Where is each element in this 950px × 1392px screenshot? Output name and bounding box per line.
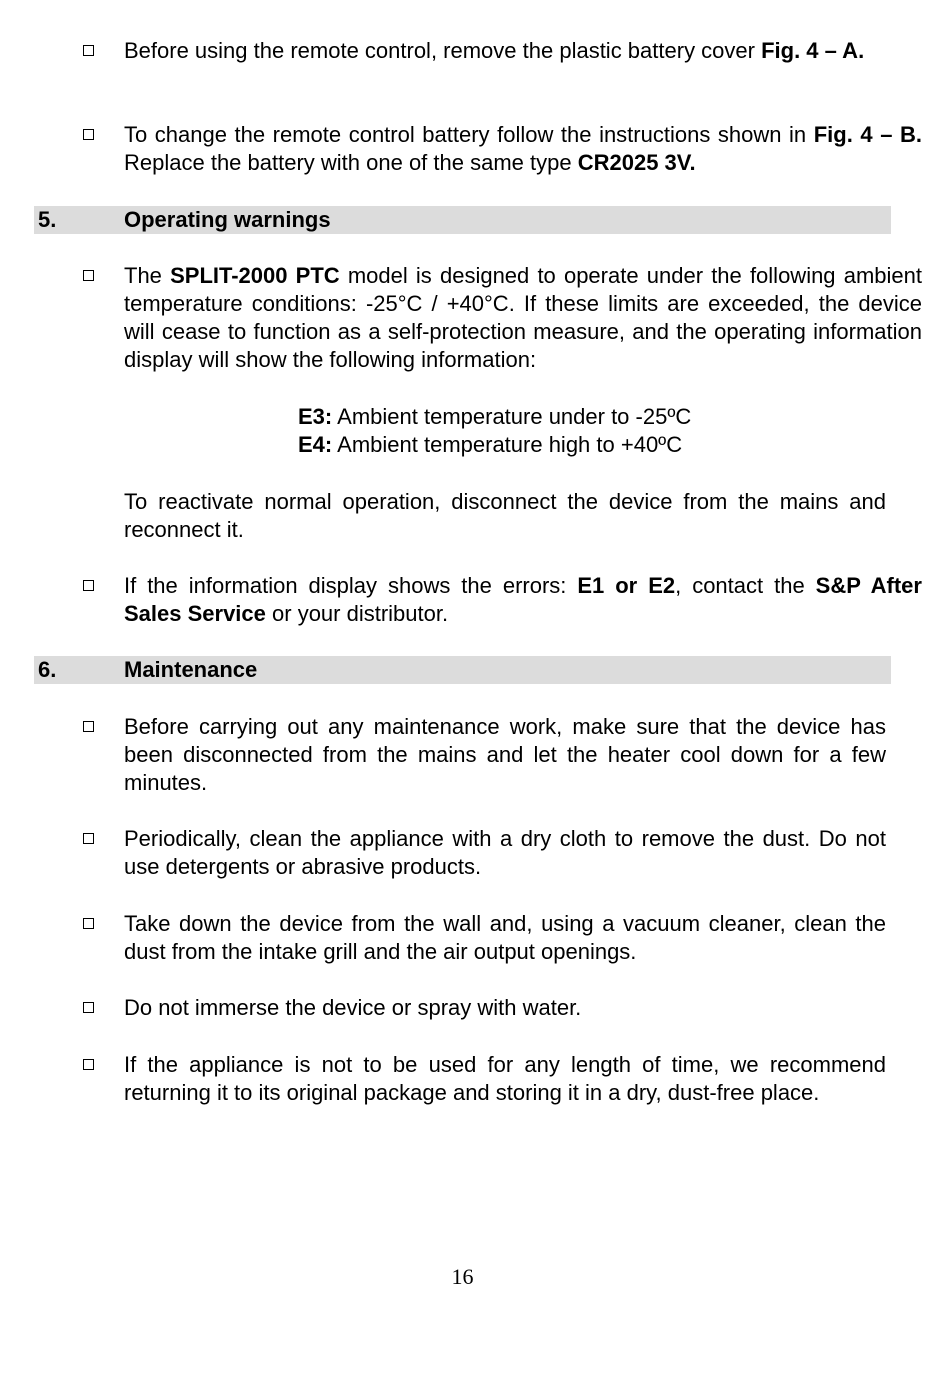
maintenance-item: Before carrying out any maintenance work, make sure that the device has been disconnected from the mains and let the heater cool down for a few minutes. <box>124 714 886 795</box>
reactivate-text: To reactivate normal operation, disconnect the device from the mains and reconnect it. <box>124 489 886 542</box>
section-title: Operating warnings <box>124 207 331 232</box>
checkbox-bullet-icon <box>83 721 94 732</box>
maintenance-item: If the appliance is not to be used for any length of time, we recommend returning it to its original package and storing it in a dry, dust-free place. <box>124 1052 886 1105</box>
checkbox-bullet-icon <box>83 270 94 281</box>
checkbox-bullet-icon <box>83 580 94 591</box>
section-heading-5 <box>34 206 891 234</box>
section-title: Maintenance <box>124 657 258 682</box>
checkbox-bullet-icon <box>83 129 94 140</box>
page-number: 16 <box>451 1264 474 1289</box>
checkbox-bullet-icon <box>83 45 94 56</box>
error-code-list <box>298 403 691 459</box>
maintenance-item: Do not immerse the device or spray with water. <box>124 995 582 1020</box>
maintenance-item: Periodically, clean the appliance with a dry cloth to remove the dust. Do not use detergents or abrasive products. <box>124 826 886 879</box>
section-number: 6. <box>38 657 57 682</box>
checkbox-bullet-icon <box>83 1002 94 1013</box>
checkbox-bullet-icon <box>83 918 94 929</box>
section-number: 5. <box>38 207 57 232</box>
error-code-line: E3: Ambient temperature under to -25ºC <box>298 404 692 429</box>
change-battery-text: To change the remote control battery follow the instructions shown in Fig. 4 – B. Replace the battery with one of the same type CR2025 3V. <box>124 122 922 175</box>
error-contact-text: If the information display shows the errors: E1 or E2, contact the S&P After Sales Service or your distributor. <box>124 573 922 626</box>
maintenance-item: Take down the device from the wall and, using a vacuum cleaner, clean the dust from the intake grill and the air output openings. <box>124 911 886 964</box>
section-heading-6 <box>34 656 891 684</box>
checkbox-bullet-icon <box>83 1059 94 1070</box>
error-code-line: E4: Ambient temperature high to +40ºC <box>298 432 683 457</box>
checkbox-bullet-icon <box>83 833 94 844</box>
remove-cover-text: Before using the remote control, remove the plastic battery cover Fig. 4 – A. <box>124 38 865 63</box>
operating-conditions-text: The SPLIT-2000 PTC model is designed to operate under the following ambient temperature conditions: -25°C / +40°C. If these limits are exceeded, the device will cease to function as a self-protection measure, and the operating information display will show the following information: <box>124 263 922 372</box>
